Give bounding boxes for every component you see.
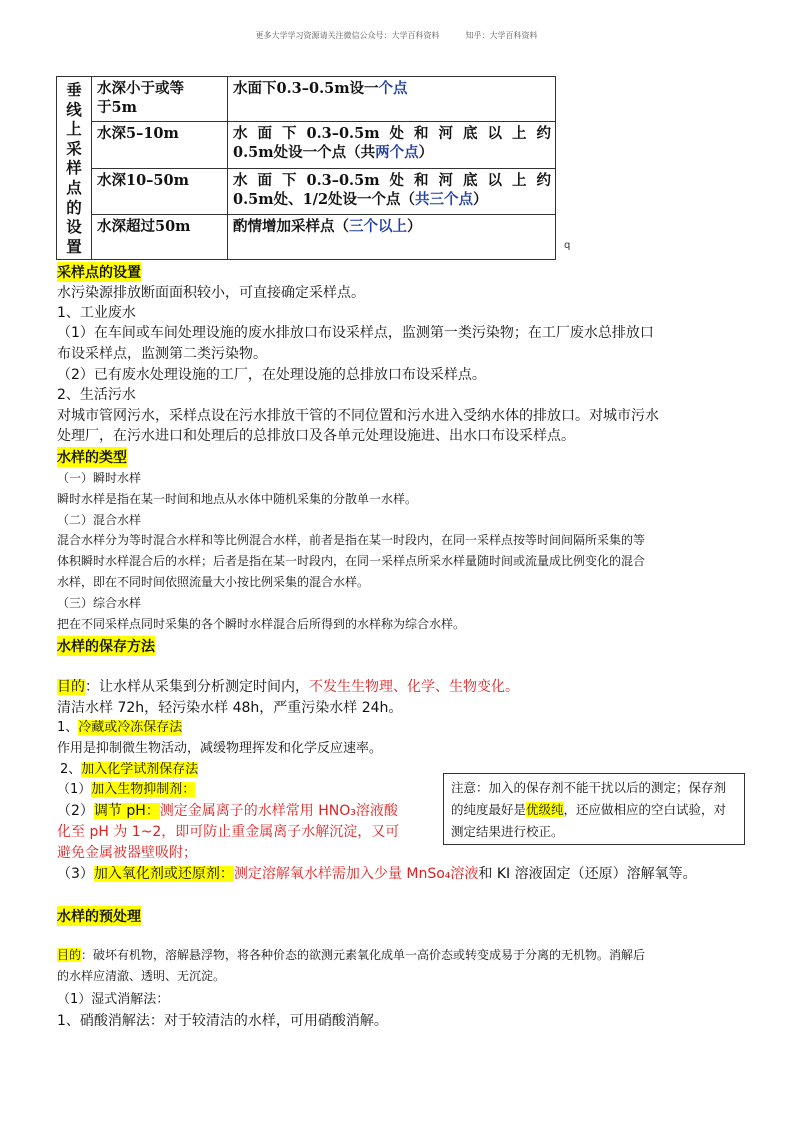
paragraph: 体积瞬时水样混合后的水样；后者是指在某一时段内，在同一采样点所采水样量随时间或流量成比例变化的混合 [57,554,646,568]
paragraph: 清洁水样 72h，轻污染水样 48h，严重污染水样 24h。 [57,700,403,716]
section-title-preservation: 水样的保存方法 [57,636,155,656]
subheading: （一）瞬时水样 [57,471,142,485]
paragraph: 混合水样分为等时混合水样和等比例混合水样，前者是指在某一时段内，在同一采样点按等时间间隔所采集的等 [57,533,646,547]
subheading: 1、工业废水 [57,305,136,321]
section-title-pretreatment: 水样的预处理 [57,906,141,926]
purpose-line: 目的：破坏有机物，溶解悬浮物，将各种价态的欲测元素氧化成单一高价态或转变成易于分离的无机物。消解后 [57,948,646,962]
paragraph: （1）在车间或车间处理设施的废水排放口布设采样点，监测第一类污染物；在工厂废水总排放口 [57,325,654,341]
paragraph: 对城市管网污水，采样点设在污水排放干管的不同位置和污水进入受纳水体的排放口。对城市污水 [57,408,659,424]
paragraph: 的水样应清澈、透明、无沉淀。 [57,969,226,983]
table-cell-description: 酌情增加采样点（三个以上） [228,215,556,260]
sub-method-3: （3）加入氧化剂或还原剂：测定溶解氧水样需加入少量 MnSo₄溶液和 KI 溶液固定（还原）溶解氧等。 [57,866,697,882]
table-cell-depth: 水深10–50m [92,168,228,214]
paragraph: 避免金属被器壁吸附； [57,845,197,861]
note-box: 注意：加入的保存剂不能干扰以后的测定；保存剂的纯度最好是优级纯，还应做相应的空白试验，对测定结果进行校正。 [443,773,745,845]
sub-method-1: （1）加入生物抑制剂： [57,782,196,797]
table-cell-description: 水面下0.3–0.5m处和河底以上约 0.5m处、1/2处设一个点（共三个点） [228,168,556,214]
table-row-header: 垂 线 上 采 样 点 的 设 置 [57,77,92,260]
table-cell-depth: 水深小于或等 于5m [92,77,228,122]
method-2: 2、加入化学试剂保存法 [60,762,199,777]
section-title-sample-types: 水样的类型 [57,447,127,467]
paragraph: 处理厂，在污水进口和处理后的总排放口及各单元处理设施进、出水口布设采样点。 [57,428,575,444]
subheading: （三）综合水样 [57,596,142,610]
paragraph: 水污染源排放断面面积较小，可直接确定采样点。 [57,285,365,301]
sub-method-2: （2）调节 pH：测定金属离子的水样常用 HNO₃溶液酸 [57,803,398,819]
header-right-text: 知乎：大学百科资料 [465,31,538,40]
table-cell-description: 水面下0.3–0.5m设一个点 [228,77,556,122]
page-header [0,30,793,41]
header-left-text: 更多大学学习资源请关注微信公众号：大学百科资料 [255,31,440,40]
paragraph: （2）已有废水处理设施的工厂，在处理设施的总排放口布设采样点。 [57,367,486,383]
method-1: 1、冷藏或冷冻保存法 [57,720,183,735]
paragraph: 1、硝酸消解法：对于较清洁的水样，可用硝酸消解。 [57,1013,388,1029]
table-cell-depth: 水深超过50m [92,215,228,260]
subheading: （二）混合水样 [57,513,142,527]
paragraph: 瞬时水样是指在某一时间和地点从水体中随机采集的分散单一水样。 [57,492,418,506]
trailing-mark: q [564,240,571,251]
paragraph: 化至 pH 为 1~2，即可防止重金属离子水解沉淀，又可 [57,824,400,840]
paragraph: 把在不同采样点同时采集的各个瞬时水样混合后所得到的水样称为综合水样。 [57,617,466,631]
sampling-depth-table [56,76,556,260]
table-cell-description: 水面下0.3–0.5m处和河底以上约 0.5m处设一个点（共两个点） [228,122,556,168]
paragraph: 布设采样点，监测第二类污染物。 [57,346,267,362]
paragraph: 作用是抑制微生物活动，减缓物理挥发和化学反应速率。 [57,741,383,756]
subheading: 2、生活污水 [57,387,136,403]
table-cell-depth: 水深5–10m [92,122,228,168]
purpose-line: 目的：让水样从采集到分析测定时间内，不发生生物理、化学、生物变化。 [57,679,519,695]
section-title-sampling-points: 采样点的设置 [57,262,141,282]
paragraph: 水样，即在不同时间依照流量大小按比例采集的混合水样。 [57,575,370,589]
subheading: （1）湿式消解法： [57,992,170,1007]
